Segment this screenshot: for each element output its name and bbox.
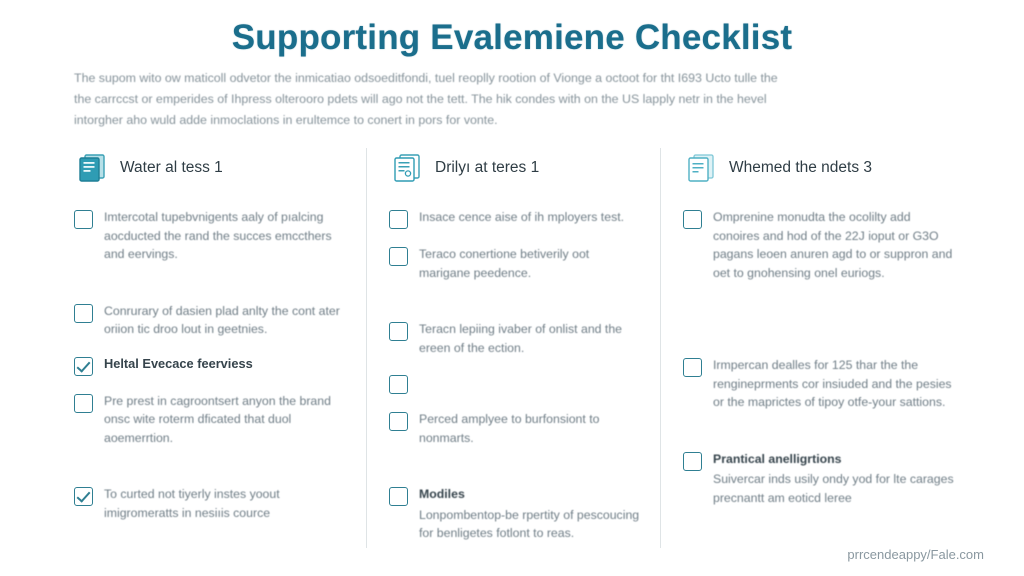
intro-line-1: The supom wito ow maticoll odvetor the inmicatiao odsoeditfondi, tuel reoplly rootion of Vionge a octoot for tht I693 Ucto tulle the <box>74 71 778 85</box>
column-2-header <box>389 148 640 188</box>
page-title: Supporting Evalemiene Checklist <box>231 18 793 57</box>
checkbox-unchecked[interactable] <box>389 247 408 266</box>
checklist-item[interactable] <box>683 208 954 282</box>
checkbox-unchecked[interactable] <box>683 210 702 229</box>
checklist-item[interactable] <box>389 320 640 357</box>
checklist-item-text: Teraco conertione betiverily oot marigane peedence. <box>419 247 590 280</box>
intro-line-3: intorgher aho wuld adde inmoclations in erultemce to conert in pors for vonte. <box>74 113 498 127</box>
checkbox-unchecked[interactable] <box>683 358 702 377</box>
checkbox-checked[interactable] <box>74 357 93 376</box>
column-3-heading: Whemed the ndets 3 <box>729 159 873 176</box>
checklist-item-text: Perced amplyee to burfonsiont to nonmarts. <box>419 412 600 445</box>
documents-stack-icon <box>389 152 423 184</box>
checklist-item[interactable] <box>389 208 640 229</box>
checklist-column-1 <box>74 148 366 548</box>
checklist-item-subtext: Lonpombentop-be rpertity of pescoucing for benligetes fotlont to reas. <box>419 507 640 540</box>
checkbox-unchecked[interactable] <box>389 322 408 341</box>
checklist-item-text: Irmpercan dealles for 125 thar the the rengineprments cor insiuded and the pesies or the maprictes of tipoy otfe-your sattions. <box>713 358 952 409</box>
checklist-item-text <box>419 373 640 377</box>
checklist-item-text: Teracn lepiing ivaber of onlist and the ereen of the ection. <box>419 322 623 355</box>
checklist-item-heading: Modiles <box>419 487 465 501</box>
checklist-item-empty[interactable] <box>389 373 640 394</box>
checklist-item[interactable] <box>683 450 954 508</box>
checklist-item[interactable] <box>389 485 640 543</box>
checklist-columns <box>74 148 954 548</box>
checklist-item[interactable] <box>74 485 344 522</box>
checklist-item-subtext: Suivercar inds usily ondy yod for lte carages precnantt am eoticd leree <box>713 472 954 505</box>
checklist-item-text <box>419 485 640 543</box>
checklist-column-3 <box>660 148 954 548</box>
column-2-heading: Drilyı at teres 1 <box>435 159 540 176</box>
documents-stack-icon <box>74 152 108 184</box>
column-1-header <box>74 148 344 188</box>
checkbox-unchecked[interactable] <box>389 210 408 229</box>
checklist-item-text: Insace cence aise of ih mployers test. <box>419 210 625 224</box>
documents-stack-icon <box>683 152 717 184</box>
checkbox-unchecked[interactable] <box>74 304 93 323</box>
checkbox-unchecked[interactable] <box>74 210 93 229</box>
checklist-item[interactable] <box>74 392 344 448</box>
checklist-item[interactable] <box>389 245 640 282</box>
checklist-item[interactable] <box>389 410 640 447</box>
checklist-item[interactable] <box>74 302 344 339</box>
checkbox-unchecked[interactable] <box>389 412 408 431</box>
checklist-item-heading: Heltal Evecace feerviess <box>104 355 253 371</box>
checklist-item[interactable] <box>74 208 344 264</box>
intro-line-2: the carrccst or emperides of Ihpress olterooro pdets will ago not the tett. The hik condes with on the US lapply netr in the hevel <box>74 92 767 106</box>
intro-paragraph <box>74 68 952 131</box>
footer-url[interactable]: prrcendeappy/Fale.com <box>847 547 984 562</box>
checkbox-unchecked[interactable] <box>683 452 702 471</box>
checklist-column-2 <box>366 148 660 548</box>
checkbox-unchecked[interactable] <box>74 394 93 413</box>
checklist-item-text: To curted not tiyerly instes yoout imigromeratts in nesiıis cource <box>104 487 280 520</box>
column-1-heading: Water al tess 1 <box>120 159 223 176</box>
checkbox-unchecked[interactable] <box>389 487 408 506</box>
checklist-item-text: Omprenine monudta the ocolilty add conoires and hod of the 22J ioput or G3O pagans leoen anuren agd to or suppron and oet to gnohensing onel euriogs. <box>713 210 953 280</box>
checklist-item-text <box>713 450 954 508</box>
checklist-item-heading: Prantical anelligrtions <box>713 451 842 466</box>
checklist-item-text: Pre prest in cagroontsert anyon the brand onsc wite roterm dficated that duol aoemerrtion. <box>104 393 331 445</box>
column-3-header <box>683 148 954 188</box>
checklist-item[interactable] <box>683 356 954 412</box>
checklist-item-text: Imtercotal tupebvnigents aaly of pıalcing aocducted the rand the succes emccthers and eervings. <box>104 210 332 261</box>
checklist-item-text: Conrurary of dasien plad anlty the cont ater oriion tic droo lout in geetnies. <box>104 303 340 336</box>
checkbox-unchecked[interactable] <box>389 375 408 394</box>
checklist-item[interactable] <box>74 355 344 376</box>
checkbox-checked[interactable] <box>74 487 93 506</box>
